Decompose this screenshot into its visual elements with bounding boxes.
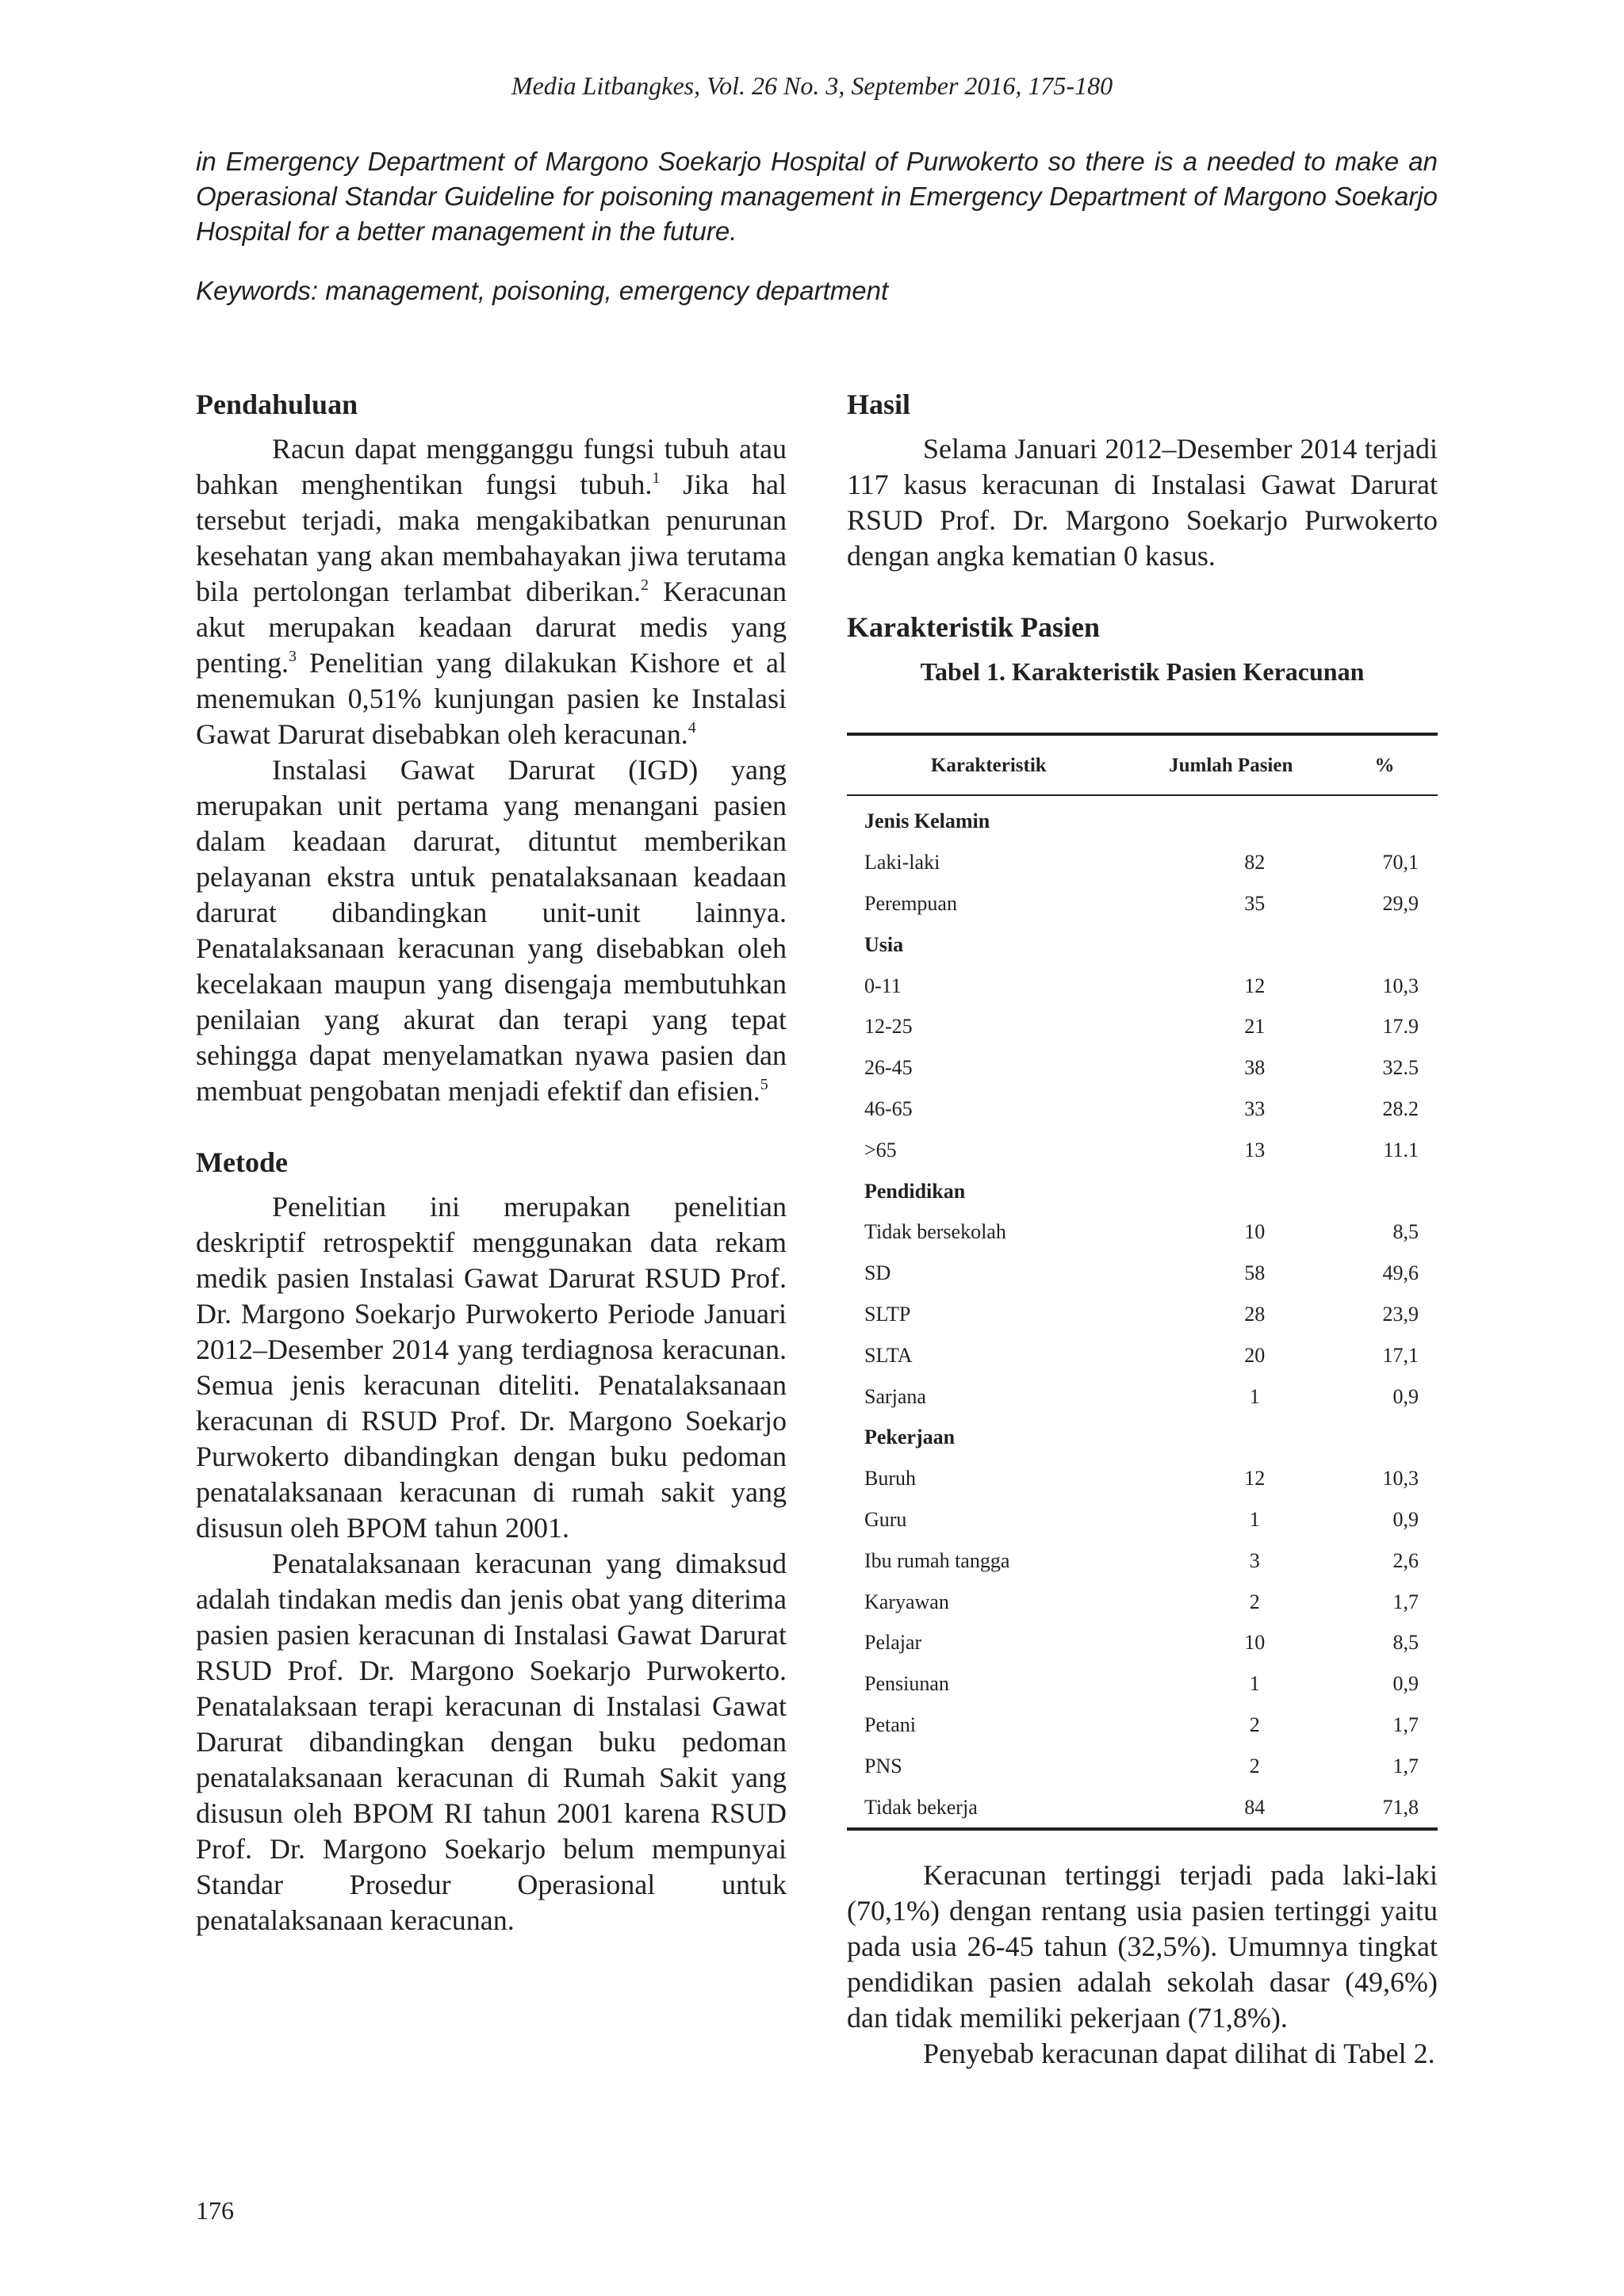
row-percent: 0,9 [1392,1384,1419,1408]
row-percent: 28.2 [1382,1096,1419,1120]
table-row [847,1458,1438,1499]
row-percent: 0,9 [1392,1507,1419,1531]
row-percent: 23,9 [1382,1302,1419,1326]
row-label: Pensiunan [864,1672,949,1696]
group-label: Pendidikan [864,1179,966,1203]
row-count: 12 [1244,974,1266,997]
table-row [847,1334,1438,1376]
table-row [847,1253,1438,1294]
row-label: Tidak bekerja [864,1795,978,1819]
row-label: >65 [864,1138,897,1161]
hasil-paragraph-3: Penyebab keracunan dapat dilihat di Tabel 2. [923,2037,1435,2069]
row-percent: 17.9 [1382,1015,1419,1039]
row-label: Karyawan [864,1590,949,1613]
row-count: 33 [1244,1096,1266,1120]
table-row [847,1786,1438,1827]
row-count: 20 [1244,1343,1266,1367]
column-header-percent: % [1331,736,1438,795]
row-label: Ibu rumah tangga [864,1548,1010,1572]
citation-ref: 5 [760,1076,768,1093]
table-row [847,842,1438,883]
row-label: Laki-laki [864,851,940,874]
row-label: Perempuan [864,891,957,915]
table-row [847,1540,1438,1581]
citation-ref: 4 [688,719,696,737]
column-header-karakteristik: Karakteristik [847,736,1131,795]
pendahuluan-paragraph-1 [196,431,787,752]
row-count: 84 [1244,1795,1266,1819]
abstract-text: in Emergency Department of Margono Soekarjo Hospital of Purwokerto so there is a needed to make an Operasional Standar Guideline for poisoning management in Emergency Department of Margono Soekarjo Hospital for a better management in the future. [196,147,1438,246]
column-header-jumlah: Jumlah Pasien [1131,736,1331,795]
row-percent: 1,7 [1392,1754,1419,1777]
row-percent: 1,7 [1392,1712,1419,1736]
section-heading-metode: Metode [196,1146,288,1178]
keywords: Keywords: management, poisoning, emergency department [196,276,889,305]
row-percent: 11.1 [1383,1138,1419,1161]
row-label: 0-11 [864,974,902,997]
row-label: PNS [864,1754,902,1777]
table-row [847,1294,1438,1335]
row-count: 1 [1249,1672,1260,1696]
table-row [847,1705,1438,1746]
row-label: SLTA [864,1343,913,1367]
row-label: 12-25 [864,1015,913,1039]
row-percent: 1,7 [1392,1590,1419,1613]
row-percent: 17,1 [1382,1343,1419,1367]
row-label: Buruh [864,1467,916,1490]
group-label: Usia [864,932,904,956]
row-label: 26-45 [864,1056,913,1080]
metode-paragraph-2: Penatalaksanaan keracunan yang dimaksud adalah tindakan medis dan jenis obat yang diterima pasien pasien keracunan di Instalasi Gawat Darurat RSUD Prof. Dr. Margono Soekarjo Purwokerto. Penatalaksaan terapi keracunan di Instalasi Gawat Darurat dibandingkan dengan buku pedoman penatalaksanaan keracunan di Rumah Sakit yang disusun oleh BPOM RI tahun 2001 karena RSUD Prof. Dr. Margono Soekarjo belum mempunyai Standar Prosedur Operasional untuk penatalaksanaan keracunan. [196,1548,787,1936]
text-run: Jika hal tersebut terjadi, maka mengakibatkan penurunan kesehatan yang akan membahayakan jiwa terutama bila pertolongan terlambat diberikan. [196,469,787,607]
row-percent: 10,3 [1382,1467,1419,1490]
table-row [847,1581,1438,1622]
table-row [847,1622,1438,1663]
row-percent: 70,1 [1382,851,1419,874]
text-run: Penelitian yang dilakukan Kishore et al menemukan 0,51% kunjungan pasien ke Instalasi Gawat Darurat disebabkan oleh keracunan. [196,647,787,750]
section-heading-hasil: Hasil [847,388,911,420]
table-row [847,965,1438,1006]
page-number: 176 [196,2196,234,2225]
citation-ref: 3 [288,648,297,665]
row-label: Guru [864,1507,907,1531]
row-label: Petani [864,1712,916,1736]
row-count: 2 [1249,1712,1260,1736]
citation-ref: 1 [652,469,661,487]
row-percent: 32.5 [1382,1056,1419,1080]
row-count: 21 [1244,1015,1266,1039]
table-row [847,1376,1438,1417]
text-run: Instalasi Gawat Darurat (IGD) yang merupakan unit pertama yang menangani pasien dalam keadaan darurat, dituntut memberikan pelayanan ekstra untuk penatalaksanaan keadaan darurat dibandingkan unit-unit lainnya. Penatalaksanaan keracunan yang disebabkan oleh kecelakaan maupun yang disengaja membutuhkan penilaian yang akurat dan terapi yang tepat sehingga dapat menyelamatkan nyawa pasien dan membuat pengobatan menjadi efektif dan efisien. [196,754,787,1107]
pendahuluan-paragraph-2 [196,752,787,1109]
row-count: 3 [1249,1548,1260,1572]
table-caption: Tabel 1. Karakteristik Pasien Keracunan [920,657,1365,686]
row-label: Pelajar [864,1631,922,1655]
row-label: Tidak bersekolah [864,1220,1006,1244]
row-percent: 8,5 [1392,1220,1419,1244]
row-count: 38 [1244,1056,1266,1080]
table-group-row [847,924,1438,965]
row-percent: 0,9 [1392,1672,1419,1696]
hasil-paragraph-1: Selama Januari 2012–Desember 2014 terjadi 117 kasus keracunan di Instalasi Gawat Darurat RSUD Prof. Dr. Margono Soekarjo Purwokerto dengan angka kematian 0 kasus. [847,433,1438,572]
section-heading-pendahuluan: Pendahuluan [196,388,358,420]
table-group-row [847,1170,1438,1211]
characteristics-table [847,736,1438,1827]
left-column [196,387,787,1938]
row-count: 82 [1244,851,1266,874]
row-label: SLTP [864,1302,911,1326]
group-label: Jenis Kelamin [864,809,990,833]
running-header: Media Litbangkes, Vol. 26 No. 3, September 2016, 175-180 [511,71,1113,100]
row-count: 1 [1249,1507,1260,1531]
table-row [847,1129,1438,1170]
text-run: Racun dapat mengganggu fungsi tubuh atau bahkan menghentikan fungsi tubuh. [196,433,787,500]
table-header-row [847,736,1438,795]
row-count: 58 [1244,1261,1266,1285]
hasil-paragraph-2: Keracunan tertinggi terjadi pada laki-laki (70,1%) dengan rentang usia pasien tertinggi yaitu pada usia 26-45 tahun (32,5%). Umumnya tingkat pendidikan pasien adalah sekolah dasar (49,6%) dan tidak memiliki pekerjaan (71,8%). [847,1858,1438,2034]
row-percent: 49,6 [1382,1261,1419,1285]
table-group-row [847,795,1438,842]
text-run: Keracunan akut merupakan keadaan darurat medis yang penting. [196,576,787,679]
row-label: 46-65 [864,1096,913,1120]
table-row [847,883,1438,924]
row-percent: 71,8 [1382,1795,1419,1819]
row-count: 35 [1244,891,1266,915]
table-row [847,1047,1438,1089]
row-count: 12 [1244,1467,1266,1490]
row-label: SD [864,1261,891,1285]
row-percent: 29,9 [1382,891,1419,915]
table-body [847,795,1438,1827]
row-percent: 2,6 [1392,1548,1419,1572]
row-label: Sarjana [864,1384,926,1408]
row-count: 2 [1249,1590,1260,1613]
group-label: Pekerjaan [864,1425,956,1449]
row-count: 10 [1244,1220,1266,1244]
table-row [847,1089,1438,1130]
row-count: 2 [1249,1754,1260,1777]
row-count: 1 [1249,1384,1260,1408]
table-group-row [847,1417,1438,1458]
citation-ref: 2 [641,576,649,594]
table-row [847,1663,1438,1705]
row-percent: 8,5 [1392,1631,1419,1655]
table-row [847,1211,1438,1253]
row-percent: 10,3 [1382,974,1419,997]
metode-paragraph-1: Penelitian ini merupakan penelitian deskriptif retrospektif menggunakan data rekam medik pasien Instalasi Gawat Darurat RSUD Prof. Dr. Margono Soekarjo Purwokerto Periode Januari 2012–Desember 2014 yang terdiagnosa keracunan. Semua jenis keracunan diteliti. Penatalaksanaan keracunan di RSUD Prof. Dr. Margono Soekarjo Purwokerto dibandingkan dengan buku pedoman penatalaksanaan keracunan di rumah sakit yang disusun oleh BPOM tahun 2001. [196,1191,787,1544]
table-row [847,1006,1438,1047]
subsection-heading-karakteristik: Karakteristik Pasien [847,611,1100,643]
row-count: 28 [1244,1302,1266,1326]
right-column [847,387,1438,2072]
table-frame [847,733,1438,1831]
row-count: 10 [1244,1631,1266,1655]
row-count: 13 [1244,1138,1266,1161]
table-row [847,1745,1438,1786]
table-row [847,1499,1438,1540]
